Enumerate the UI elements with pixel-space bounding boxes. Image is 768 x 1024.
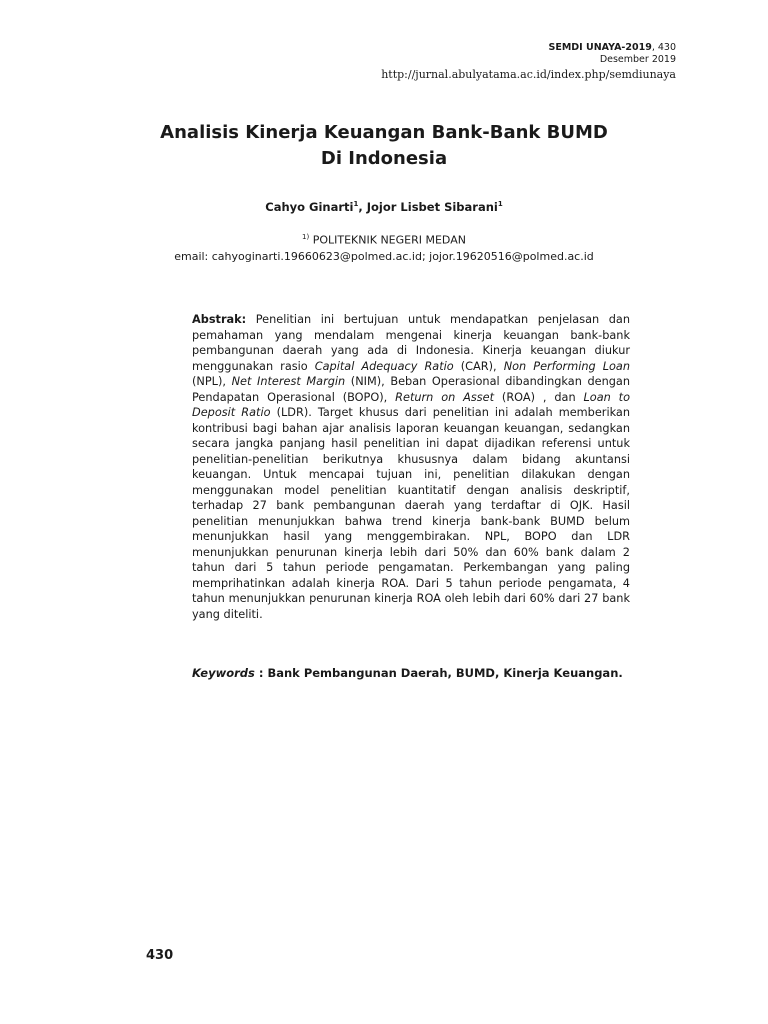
keywords-text: Bank Pembangunan Daerah, BUMD, Kinerja Keuangan. [267, 666, 623, 680]
abstract-text: (LDR). Target khusus dari penelitian ini adalah memberikan kontribusi bagi bahan ajar analisis laporan keuangan keuangan, sedangkan secara jangka panjang hasil penelitian ini dapat dijadikan referensi untuk penelitian-penelitian berikutnya khususnya dalam bidang akuntansi keuangan. Untuk mencapai tujuan ini, penelitian dilakukan dengan menggunakan model penelitian kuantitatif dengan analisis deskriptif, terhadap 27 bank pembangunan daerah yang terdaftar di OJK. Hasil penelitian menunjukkan bahwa trend kinerja bank-bank BUMD belum menunjukkan hasil yang menggembirakan. NPL, BOPO dan LDR menunjukkan penurunan kinerja lebih dari 50% dan 60% bank dalam 2 tahun dari 5 tahun periode pengamatan. Perkembangan yang paling memprihatinkan adalah kinerja ROA. Dari 5 tahun periode pengamata, 4 tahun menunjukkan penurunan kinerja ROA oleh lebih dari 60% dari 27 bank yang diteliti. [192, 406, 631, 621]
institution-name: POLITEKNIK NEGERI MEDAN [309, 233, 466, 247]
author-list [0, 200, 768, 214]
journal-header [381, 42, 676, 82]
affiliation-block [0, 232, 768, 266]
author-name: Jojor Lisbet Sibarani [366, 200, 498, 214]
abstract-text: (CAR), [453, 359, 504, 373]
abstract-term: Loan to Deposit Ratio [192, 390, 630, 419]
journal-url[interactable]: http://jurnal.abulyatama.ac.id/index.php/semdiunaya [381, 67, 676, 81]
page-number: 430 [146, 948, 174, 963]
author-affiliation-mark: 1 [497, 200, 503, 209]
abstract-term: Capital Adequacy Ratio [314, 359, 454, 373]
abstract-term: Return on Asset [395, 390, 495, 404]
abstract-text: Penelitian ini bertujuan untuk mendapatkan penjelasan dan pemahaman yang mendalam mengenai kinerja keuangan bank-bank pembangunan daerah yang ada di Indonesia. Kinerja keuangan diukur menggunakan rasio [192, 313, 630, 373]
abstract [192, 312, 630, 622]
author-name: Cahyo Ginarti [265, 200, 354, 214]
abstract-term: Net Interest Margin [231, 375, 346, 388]
journal-name: SEMDI UNAYA-2019 [548, 42, 652, 53]
abstract-text: (NPL), [192, 375, 232, 388]
abstract-text: (ROA) , dan [494, 390, 584, 404]
abstract-term: Non Performing Loan [503, 359, 631, 373]
keywords [192, 666, 630, 680]
journal-date: Desember 2019 [599, 53, 676, 65]
abstract-text: (NIM), Beban Operasional dibandingkan dengan Pendapatan Operasional (BOPO), [192, 375, 630, 404]
institution-line [0, 232, 768, 249]
journal-page: , 430 [651, 42, 676, 53]
author-affiliation-mark: 1 [353, 200, 359, 209]
affiliation-mark: 1) [302, 233, 310, 241]
abstract-label: Abstrak: [192, 313, 247, 326]
author-email[interactable]: email: cahyoginarti.19660623@polmed.ac.id; jojor.19620516@polmed.ac.id [174, 250, 594, 264]
paper-title: Analisis Kinerja Keuangan Bank-Bank BUMD Di Indonesia [160, 122, 608, 170]
keywords-label: Keywords [192, 666, 255, 680]
keywords-separator: : [254, 666, 268, 680]
author-separator: , [358, 200, 367, 214]
journal-info [381, 42, 676, 54]
